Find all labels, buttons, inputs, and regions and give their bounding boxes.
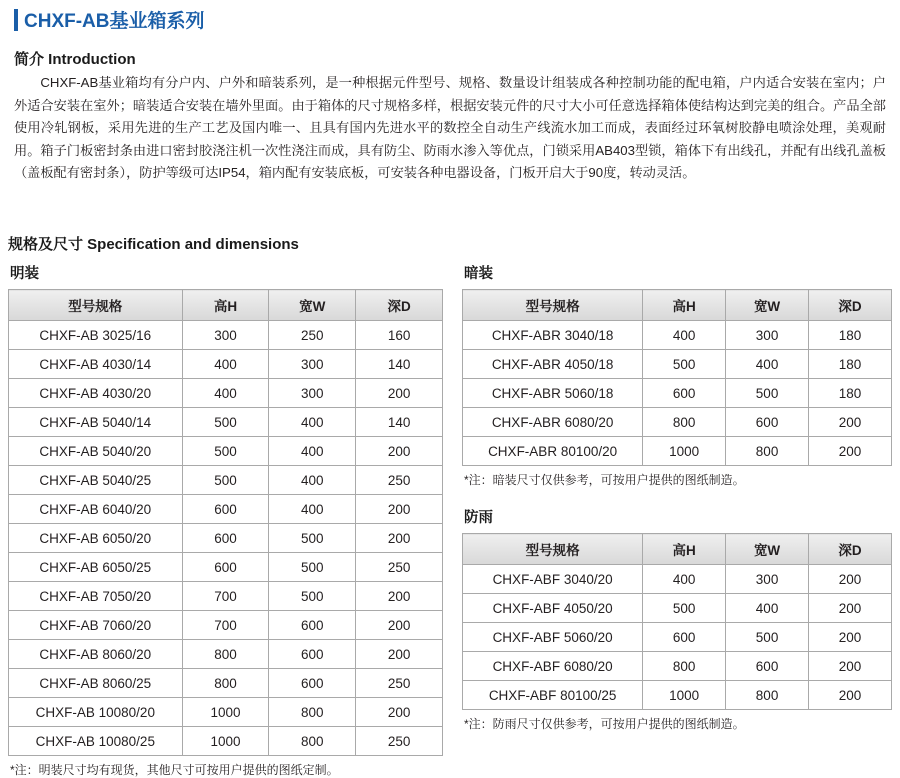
cell-depth: 200 xyxy=(356,524,443,553)
cell-model: CHXF-AB 8060/20 xyxy=(9,640,183,669)
table-row xyxy=(9,379,443,408)
column-header: 型号规格 xyxy=(9,290,183,321)
table-row xyxy=(9,495,443,524)
cell-height: 800 xyxy=(182,669,269,698)
table-row xyxy=(463,652,892,681)
cell-height: 400 xyxy=(182,379,269,408)
column-header: 宽W xyxy=(269,290,356,321)
cell-model: CHXF-AB 4030/14 xyxy=(9,350,183,379)
cell-width: 600 xyxy=(726,652,809,681)
cell-height: 600 xyxy=(643,379,726,408)
table-row xyxy=(9,669,443,698)
introduction-body: CHXF-AB基业箱均有分户内、户外和暗装系列，是一种根据元件型号、规格、数量设计组装成各种控制功能的配电箱，户内适合安装在室内；户外适合安装在室外；暗装适合安装在墙外里面。由于箱体的尺寸规格多样，根据安装元件的尺寸大小可任意选择箱体使结构达到完美的组合。产品全部使用冷轧钢板，采用先进的生产工艺及国内唯一、且具有国内先进水平的数控全自动生产线流水加工而成，表面经过环氧树胶静电喷涂处理，美观耐用。箱子门板密封条由进口密封胶浇注机一次性浇注而成，具有防尘、防雨水渗入等优点，门锁采用AB403型锁，箱体下有出线孔，并配有出线孔盖板（盖板配有密封条），防护等级可达IP54，箱内配有安装底板，可安装各种电器设备，门板开启大于90度，转动灵活。 xyxy=(14,75,886,180)
cell-height: 500 xyxy=(182,408,269,437)
cell-height: 500 xyxy=(182,437,269,466)
cell-depth: 140 xyxy=(356,408,443,437)
table-row xyxy=(9,321,443,350)
cell-depth: 200 xyxy=(809,437,892,466)
surface-mount-note: *注：明装尺寸均有现货，其他尺寸可按用户提供的图纸定制。 xyxy=(10,763,339,777)
table-row xyxy=(463,408,892,437)
cell-width: 600 xyxy=(269,669,356,698)
recessed-subheading: 暗装 xyxy=(464,266,493,282)
cell-width: 300 xyxy=(269,379,356,408)
cell-model: CHXF-ABF 80100/25 xyxy=(463,681,643,710)
table-row xyxy=(9,553,443,582)
cell-width: 400 xyxy=(269,437,356,466)
cell-height: 600 xyxy=(643,623,726,652)
cell-height: 500 xyxy=(643,594,726,623)
table-row xyxy=(463,437,892,466)
cell-width: 800 xyxy=(726,437,809,466)
table-row xyxy=(9,437,443,466)
cell-width: 400 xyxy=(269,495,356,524)
cell-depth: 200 xyxy=(356,379,443,408)
cell-width: 300 xyxy=(726,321,809,350)
cell-depth: 200 xyxy=(809,623,892,652)
cell-height: 1000 xyxy=(643,437,726,466)
rainproof-note: *注：防雨尺寸仅供参考，可按用户提供的图纸制造。 xyxy=(464,717,745,731)
cell-width: 500 xyxy=(269,582,356,611)
cell-width: 400 xyxy=(269,466,356,495)
cell-depth: 180 xyxy=(809,350,892,379)
cell-width: 500 xyxy=(269,553,356,582)
cell-model: CHXF-AB 7050/20 xyxy=(9,582,183,611)
table-row xyxy=(463,350,892,379)
column-header: 深D xyxy=(809,534,892,565)
table-row xyxy=(9,698,443,727)
cell-model: CHXF-AB 10080/25 xyxy=(9,727,183,756)
cell-height: 300 xyxy=(182,321,269,350)
cell-model: CHXF-AB 10080/20 xyxy=(9,698,183,727)
table-row xyxy=(463,321,892,350)
cell-width: 400 xyxy=(726,350,809,379)
cell-height: 600 xyxy=(182,495,269,524)
table-row xyxy=(463,623,892,652)
cell-height: 800 xyxy=(643,408,726,437)
cell-model: CHXF-AB 5040/20 xyxy=(9,437,183,466)
right-column xyxy=(462,262,892,732)
cell-depth: 250 xyxy=(356,727,443,756)
cell-height: 700 xyxy=(182,611,269,640)
cell-model: CHXF-AB 7060/20 xyxy=(9,611,183,640)
cell-width: 500 xyxy=(269,524,356,553)
table-row xyxy=(463,379,892,408)
cell-width: 400 xyxy=(269,408,356,437)
cell-height: 800 xyxy=(643,652,726,681)
surface-mount-table xyxy=(8,289,443,756)
table-row xyxy=(463,681,892,710)
cell-depth: 200 xyxy=(356,495,443,524)
cell-width: 300 xyxy=(726,565,809,594)
table-header-row xyxy=(463,534,892,565)
cell-width: 600 xyxy=(726,408,809,437)
column-header: 宽W xyxy=(726,534,809,565)
cell-depth: 160 xyxy=(356,321,443,350)
cell-depth: 200 xyxy=(356,611,443,640)
table-row xyxy=(463,565,892,594)
cell-depth: 250 xyxy=(356,553,443,582)
specification-heading: 规格及尺寸 Specification and dimensions xyxy=(8,236,299,253)
cell-model: CHXF-AB 4030/20 xyxy=(9,379,183,408)
recessed-table xyxy=(462,289,892,466)
cell-width: 300 xyxy=(269,350,356,379)
column-header: 宽W xyxy=(726,290,809,321)
cell-height: 600 xyxy=(182,524,269,553)
cell-model: CHXF-ABR 3040/18 xyxy=(463,321,643,350)
cell-model: CHXF-ABR 80100/20 xyxy=(463,437,643,466)
title-text: CHXF-AB基业箱系列 xyxy=(24,11,205,32)
rainproof-table xyxy=(462,533,892,710)
cell-width: 800 xyxy=(269,698,356,727)
cell-model: CHXF-ABF 6080/20 xyxy=(463,652,643,681)
cell-model: CHXF-AB 8060/25 xyxy=(9,669,183,698)
cell-model: CHXF-AB 3025/16 xyxy=(9,321,183,350)
table-row xyxy=(9,582,443,611)
cell-width: 250 xyxy=(269,321,356,350)
cell-depth: 180 xyxy=(809,379,892,408)
surface-mount-subheading: 明装 xyxy=(10,266,39,282)
recessed-note: *注：暗装尺寸仅供参考，可按用户提供的图纸制造。 xyxy=(464,473,745,487)
cell-height: 500 xyxy=(182,466,269,495)
surface-mount-column xyxy=(8,262,443,778)
table-row xyxy=(9,466,443,495)
cell-depth: 200 xyxy=(809,594,892,623)
cell-model: CHXF-ABR 6080/20 xyxy=(463,408,643,437)
table-row xyxy=(9,611,443,640)
column-header: 深D xyxy=(809,290,892,321)
cell-width: 800 xyxy=(726,681,809,710)
cell-width: 600 xyxy=(269,640,356,669)
cell-model: CHXF-ABF 5060/20 xyxy=(463,623,643,652)
introduction-heading: 简介 Introduction xyxy=(14,51,136,68)
cell-depth: 200 xyxy=(809,652,892,681)
cell-height: 600 xyxy=(182,553,269,582)
column-header: 高H xyxy=(643,534,726,565)
cell-height: 700 xyxy=(182,582,269,611)
cell-height: 400 xyxy=(643,565,726,594)
cell-height: 500 xyxy=(643,350,726,379)
cell-depth: 200 xyxy=(356,582,443,611)
cell-width: 600 xyxy=(269,611,356,640)
cell-height: 400 xyxy=(182,350,269,379)
column-header: 深D xyxy=(356,290,443,321)
column-header: 型号规格 xyxy=(463,290,643,321)
cell-depth: 200 xyxy=(356,698,443,727)
page-title xyxy=(14,6,205,33)
column-header: 高H xyxy=(643,290,726,321)
table-row xyxy=(463,594,892,623)
table-row xyxy=(9,524,443,553)
cell-height: 800 xyxy=(182,640,269,669)
table-header-row xyxy=(9,290,443,321)
cell-height: 1000 xyxy=(182,698,269,727)
cell-model: CHXF-AB 6050/20 xyxy=(9,524,183,553)
cell-model: CHXF-AB 6050/25 xyxy=(9,553,183,582)
cell-model: CHXF-AB 5040/25 xyxy=(9,466,183,495)
cell-model: CHXF-ABR 4050/18 xyxy=(463,350,643,379)
table-row xyxy=(9,727,443,756)
column-header: 高H xyxy=(182,290,269,321)
table-row xyxy=(9,350,443,379)
cell-depth: 200 xyxy=(356,640,443,669)
cell-width: 500 xyxy=(726,379,809,408)
cell-model: CHXF-ABF 4050/20 xyxy=(463,594,643,623)
cell-height: 1000 xyxy=(643,681,726,710)
cell-width: 500 xyxy=(726,623,809,652)
cell-depth: 200 xyxy=(809,408,892,437)
cell-model: CHXF-AB 5040/14 xyxy=(9,408,183,437)
cell-width: 800 xyxy=(269,727,356,756)
cell-depth: 200 xyxy=(809,681,892,710)
cell-depth: 180 xyxy=(809,321,892,350)
table-row xyxy=(9,640,443,669)
cell-height: 400 xyxy=(643,321,726,350)
cell-depth: 140 xyxy=(356,350,443,379)
title-accent-bar xyxy=(14,9,18,31)
column-header: 型号规格 xyxy=(463,534,643,565)
cell-height: 1000 xyxy=(182,727,269,756)
cell-depth: 250 xyxy=(356,466,443,495)
cell-model: CHXF-ABR 5060/18 xyxy=(463,379,643,408)
table-header-row xyxy=(463,290,892,321)
cell-model: CHXF-ABF 3040/20 xyxy=(463,565,643,594)
table-row xyxy=(9,408,443,437)
cell-depth: 250 xyxy=(356,669,443,698)
cell-model: CHXF-AB 6040/20 xyxy=(9,495,183,524)
rainproof-subheading: 防雨 xyxy=(464,510,493,526)
cell-width: 400 xyxy=(726,594,809,623)
cell-depth: 200 xyxy=(356,437,443,466)
cell-depth: 200 xyxy=(809,565,892,594)
